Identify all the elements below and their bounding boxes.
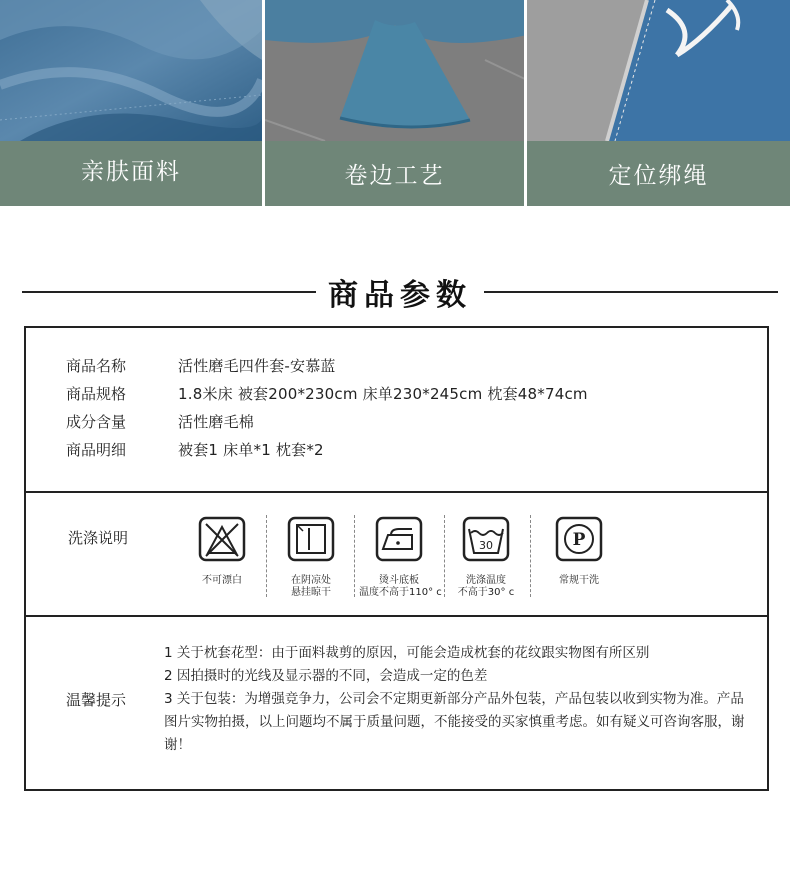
feature-caption: 卷边工艺	[265, 141, 524, 206]
spec-label: 商品规格	[66, 385, 127, 403]
spec-value: 1.8米床 被套200*230cm 床单230*245cm 枕套48*74cm	[178, 385, 588, 403]
feature-caption: 亲肤面料	[0, 141, 262, 206]
wash-30-icon	[461, 515, 511, 563]
spec-details	[66, 439, 324, 460]
tips-row	[26, 617, 767, 791]
feature-skin-friendly-fabric	[0, 0, 262, 206]
feature-caption: 定位绑绳	[527, 141, 790, 206]
care-caption-line2: 不高于30° c	[457, 587, 515, 598]
care-caption-line1: 常规干洗	[559, 575, 599, 586]
title-rule-left	[22, 291, 316, 293]
care-divider	[444, 515, 445, 597]
spec-label: 商品明细	[66, 441, 127, 459]
iron-icon	[374, 515, 424, 563]
care-caption-line2: 温度不高于110° c	[359, 587, 442, 598]
care-item-line-dry-shade	[271, 515, 351, 599]
care-divider	[354, 515, 355, 597]
fabric-closeup-photo	[0, 0, 262, 141]
rolled-edge-photo	[265, 0, 524, 141]
care-item-iron	[359, 515, 442, 599]
tie-string-photo	[527, 0, 790, 141]
care-caption-line1: 洗涤温度	[466, 575, 506, 586]
care-item-wash-30	[446, 515, 526, 599]
dry-clean-p-icon	[554, 515, 604, 563]
washing-label: 洗涤说明	[68, 529, 129, 547]
feature-rolled-edge-craft	[262, 0, 524, 206]
spec-name	[66, 355, 336, 376]
section-title	[22, 270, 778, 314]
tip-item: 2 因拍摄时的光线及显示器的不同，会造成一定的色差	[164, 668, 488, 684]
care-caption-line1: 不可漂白	[202, 575, 242, 586]
tips-label: 温馨提示	[66, 691, 127, 709]
care-caption-line1: 烫斗底板	[379, 575, 419, 586]
care-item-dry-clean	[539, 515, 619, 587]
spec-label: 成分含量	[66, 413, 127, 431]
care-caption-line2: 悬挂晾干	[291, 587, 331, 598]
line-dry-in-shade-icon	[286, 515, 336, 563]
section-title-text: 商品参数	[328, 278, 472, 313]
washing-row	[26, 493, 767, 617]
dry-clean-letter: P	[572, 530, 586, 550]
spec-value: 活性磨毛四件套-安慕蓝	[178, 357, 336, 375]
tips-list	[164, 642, 754, 757]
specs-row	[26, 328, 767, 493]
spec-composition	[66, 411, 254, 432]
spec-size	[66, 383, 588, 404]
tip-item: 3 关于包装：为增强竞争力，公司会不定期更新部分产品外包装，产品包装以收到实物为准。产品图片实物拍摄，以上问题均不属于质量问题，不能接受的买家慎重考虑。如有疑义可咨询客服，谢谢！	[164, 691, 745, 753]
care-caption-line1: 在阴凉处	[291, 575, 331, 586]
spec-label: 商品名称	[66, 357, 127, 375]
wash-temp-text: 30	[479, 539, 493, 552]
feature-positioning-tie	[524, 0, 790, 206]
care-divider	[266, 515, 267, 597]
params-table	[24, 326, 769, 791]
care-divider	[530, 515, 531, 597]
tip-item: 1 关于枕套花型：由于面料裁剪的原因，可能会造成枕套的花纹跟实物图有所区别	[164, 645, 650, 661]
spec-value: 活性磨毛棉	[178, 413, 255, 431]
spec-value: 被套1 床单*1 枕套*2	[178, 441, 324, 459]
feature-strip	[0, 0, 790, 206]
title-rule-right	[484, 291, 778, 293]
no-bleach-icon	[197, 515, 247, 563]
care-item-no-bleach	[182, 515, 262, 587]
